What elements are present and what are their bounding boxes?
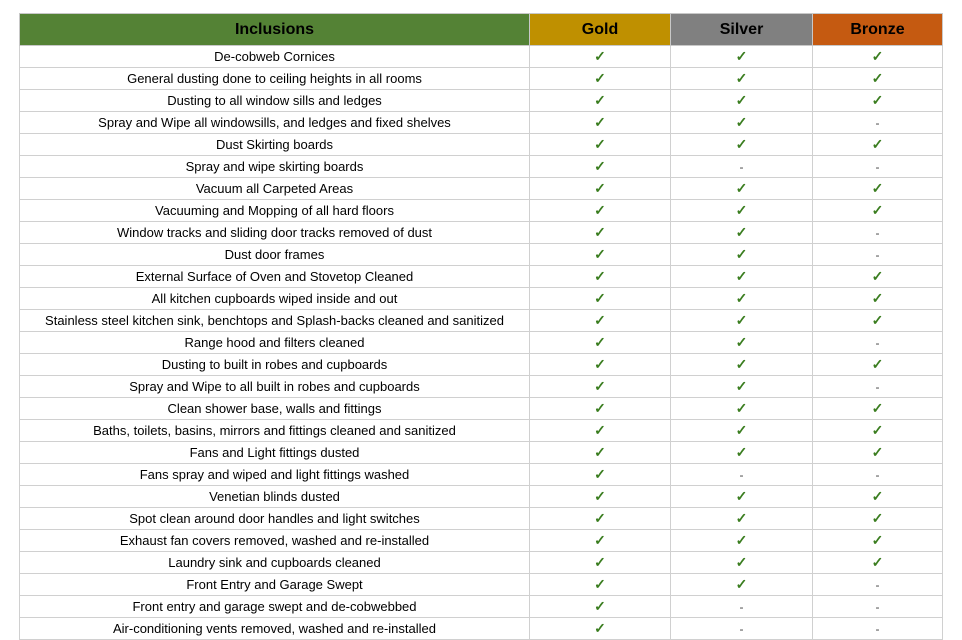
header-bronze: Bronze xyxy=(813,14,943,46)
table-row xyxy=(20,574,943,596)
gold-check-icon: ✓ xyxy=(594,70,606,86)
silver-cell xyxy=(671,332,813,354)
bronze-cell xyxy=(813,222,943,244)
inclusions-table xyxy=(19,13,943,640)
bronze-check-icon: ✓ xyxy=(871,268,884,284)
inclusion-label: Vacuuming and Mopping of all hard floors xyxy=(20,200,530,222)
table-row xyxy=(20,486,943,508)
bronze-check-icon: ✓ xyxy=(871,136,884,152)
inclusion-label: Exhaust fan covers removed, washed and re-installed xyxy=(20,530,530,552)
table-row xyxy=(20,398,943,420)
inclusion-label: Dusting to built in robes and cupboards xyxy=(20,354,530,376)
silver-cell xyxy=(671,178,813,200)
bronze-dash-icon: - xyxy=(875,159,880,174)
bronze-check-icon: ✓ xyxy=(871,444,884,460)
bronze-cell xyxy=(813,354,943,376)
bronze-cell xyxy=(813,288,943,310)
gold-cell xyxy=(530,376,671,398)
gold-check-icon: ✓ xyxy=(594,510,606,526)
bronze-check-icon: ✓ xyxy=(871,488,884,504)
bronze-cell xyxy=(813,486,943,508)
silver-check-icon: ✓ xyxy=(735,290,748,306)
bronze-check-icon: ✓ xyxy=(871,422,884,438)
gold-check-icon: ✓ xyxy=(594,180,606,196)
inclusion-label: Stainless steel kitchen sink, benchtops and Splash-backs cleaned and sanitized xyxy=(20,310,530,332)
gold-check-icon: ✓ xyxy=(594,202,606,218)
gold-cell xyxy=(530,112,671,134)
table-row xyxy=(20,618,943,640)
gold-cell xyxy=(530,530,671,552)
bronze-cell xyxy=(813,596,943,618)
silver-dash-icon: - xyxy=(739,467,744,482)
bronze-cell xyxy=(813,68,943,90)
silver-cell xyxy=(671,134,813,156)
inclusion-label: General dusting done to ceiling heights in all rooms xyxy=(20,68,530,90)
inclusion-label: Range hood and filters cleaned xyxy=(20,332,530,354)
bronze-cell xyxy=(813,574,943,596)
table-row xyxy=(20,552,943,574)
inclusion-label: Window tracks and sliding door tracks removed of dust xyxy=(20,222,530,244)
bronze-check-icon: ✓ xyxy=(871,554,884,570)
inclusion-label: Dust Skirting boards xyxy=(20,134,530,156)
table-row xyxy=(20,244,943,266)
gold-check-icon: ✓ xyxy=(594,158,606,174)
gold-cell xyxy=(530,222,671,244)
silver-cell xyxy=(671,376,813,398)
silver-check-icon: ✓ xyxy=(735,180,748,196)
silver-check-icon: ✓ xyxy=(735,576,748,592)
silver-cell xyxy=(671,574,813,596)
bronze-dash-icon: - xyxy=(875,335,880,350)
bronze-check-icon: ✓ xyxy=(871,202,884,218)
silver-check-icon: ✓ xyxy=(735,400,748,416)
silver-check-icon: ✓ xyxy=(735,114,748,130)
inclusion-label: Fans and Light fittings dusted xyxy=(20,442,530,464)
silver-cell xyxy=(671,46,813,68)
bronze-cell xyxy=(813,376,943,398)
gold-cell xyxy=(530,354,671,376)
table-row xyxy=(20,46,943,68)
gold-check-icon: ✓ xyxy=(594,422,606,438)
silver-check-icon: ✓ xyxy=(735,224,748,240)
gold-check-icon: ✓ xyxy=(594,356,606,372)
inclusion-label: Fans spray and wiped and light fittings washed xyxy=(20,464,530,486)
silver-cell xyxy=(671,398,813,420)
gold-check-icon: ✓ xyxy=(594,246,606,262)
table-row xyxy=(20,266,943,288)
inclusion-label: Vacuum all Carpeted Areas xyxy=(20,178,530,200)
silver-check-icon: ✓ xyxy=(735,378,748,394)
silver-cell xyxy=(671,420,813,442)
table-row xyxy=(20,310,943,332)
gold-cell xyxy=(530,288,671,310)
silver-check-icon: ✓ xyxy=(735,246,748,262)
bronze-cell xyxy=(813,442,943,464)
gold-check-icon: ✓ xyxy=(594,224,606,240)
gold-cell xyxy=(530,420,671,442)
silver-check-icon: ✓ xyxy=(735,202,748,218)
bronze-cell xyxy=(813,46,943,68)
silver-cell xyxy=(671,530,813,552)
header-inclusions: Inclusions xyxy=(20,14,530,46)
bronze-check-icon: ✓ xyxy=(871,312,884,328)
inclusion-label: Dusting to all window sills and ledges xyxy=(20,90,530,112)
silver-cell xyxy=(671,200,813,222)
gold-check-icon: ✓ xyxy=(594,136,606,152)
silver-cell xyxy=(671,618,813,640)
gold-cell xyxy=(530,442,671,464)
bronze-check-icon: ✓ xyxy=(871,48,884,64)
silver-check-icon: ✓ xyxy=(735,510,748,526)
silver-cell xyxy=(671,508,813,530)
gold-cell xyxy=(530,508,671,530)
bronze-cell xyxy=(813,420,943,442)
gold-cell xyxy=(530,332,671,354)
table-row xyxy=(20,90,943,112)
bronze-cell xyxy=(813,552,943,574)
bronze-dash-icon: - xyxy=(875,621,880,636)
bronze-dash-icon: - xyxy=(875,379,880,394)
gold-cell xyxy=(530,618,671,640)
bronze-dash-icon: - xyxy=(875,247,880,262)
table-row xyxy=(20,530,943,552)
silver-check-icon: ✓ xyxy=(735,554,748,570)
gold-check-icon: ✓ xyxy=(594,554,606,570)
bronze-cell xyxy=(813,200,943,222)
gold-check-icon: ✓ xyxy=(594,334,606,350)
header-gold: Gold xyxy=(530,14,671,46)
bronze-cell xyxy=(813,464,943,486)
bronze-cell xyxy=(813,244,943,266)
inclusion-label: Spray and Wipe to all built in robes and cupboards xyxy=(20,376,530,398)
gold-check-icon: ✓ xyxy=(594,576,606,592)
silver-cell xyxy=(671,442,813,464)
silver-check-icon: ✓ xyxy=(735,92,748,108)
silver-check-icon: ✓ xyxy=(735,312,748,328)
inclusion-label: Baths, toilets, basins, mirrors and fittings cleaned and sanitized xyxy=(20,420,530,442)
silver-check-icon: ✓ xyxy=(735,70,748,86)
gold-cell xyxy=(530,134,671,156)
gold-cell xyxy=(530,46,671,68)
inclusion-label: Clean shower base, walls and fittings xyxy=(20,398,530,420)
gold-cell xyxy=(530,90,671,112)
gold-cell xyxy=(530,68,671,90)
silver-check-icon: ✓ xyxy=(735,422,748,438)
table-row xyxy=(20,156,943,178)
table-row xyxy=(20,68,943,90)
bronze-cell xyxy=(813,332,943,354)
gold-cell xyxy=(530,552,671,574)
silver-cell xyxy=(671,266,813,288)
bronze-cell xyxy=(813,178,943,200)
silver-check-icon: ✓ xyxy=(735,488,748,504)
silver-cell xyxy=(671,68,813,90)
table-row xyxy=(20,376,943,398)
gold-cell xyxy=(530,266,671,288)
bronze-cell xyxy=(813,266,943,288)
bronze-cell xyxy=(813,90,943,112)
silver-cell xyxy=(671,244,813,266)
gold-check-icon: ✓ xyxy=(594,378,606,394)
header-silver: Silver xyxy=(671,14,813,46)
gold-cell xyxy=(530,156,671,178)
gold-check-icon: ✓ xyxy=(594,466,606,482)
silver-cell xyxy=(671,464,813,486)
gold-cell xyxy=(530,310,671,332)
table-row xyxy=(20,420,943,442)
silver-check-icon: ✓ xyxy=(735,356,748,372)
inclusion-label: Air-conditioning vents removed, washed and re-installed xyxy=(20,618,530,640)
silver-check-icon: ✓ xyxy=(735,334,748,350)
gold-check-icon: ✓ xyxy=(594,92,606,108)
gold-cell xyxy=(530,574,671,596)
bronze-check-icon: ✓ xyxy=(871,180,884,196)
table-row xyxy=(20,222,943,244)
inclusion-label: Spray and wipe skirting boards xyxy=(20,156,530,178)
gold-cell xyxy=(530,200,671,222)
inclusion-label: Laundry sink and cupboards cleaned xyxy=(20,552,530,574)
inclusion-label: Front Entry and Garage Swept xyxy=(20,574,530,596)
bronze-dash-icon: - xyxy=(875,225,880,240)
silver-cell xyxy=(671,156,813,178)
bronze-cell xyxy=(813,310,943,332)
silver-cell xyxy=(671,90,813,112)
bronze-cell xyxy=(813,156,943,178)
gold-check-icon: ✓ xyxy=(594,114,606,130)
bronze-cell xyxy=(813,134,943,156)
bronze-check-icon: ✓ xyxy=(871,400,884,416)
inclusion-label: Venetian blinds dusted xyxy=(20,486,530,508)
header-row xyxy=(20,14,943,46)
inclusion-label: Front entry and garage swept and de-cobwebbed xyxy=(20,596,530,618)
silver-cell xyxy=(671,552,813,574)
inclusion-label: Spray and Wipe all windowsills, and ledges and fixed shelves xyxy=(20,112,530,134)
inclusion-label: De-cobweb Cornices xyxy=(20,46,530,68)
inclusion-label: Dust door frames xyxy=(20,244,530,266)
bronze-cell xyxy=(813,508,943,530)
table-row xyxy=(20,596,943,618)
bronze-dash-icon: - xyxy=(875,577,880,592)
bronze-cell xyxy=(813,112,943,134)
bronze-check-icon: ✓ xyxy=(871,70,884,86)
gold-check-icon: ✓ xyxy=(594,488,606,504)
bronze-dash-icon: - xyxy=(875,115,880,130)
gold-check-icon: ✓ xyxy=(594,532,606,548)
table-row xyxy=(20,178,943,200)
table-row xyxy=(20,112,943,134)
gold-check-icon: ✓ xyxy=(594,48,606,64)
silver-check-icon: ✓ xyxy=(735,268,748,284)
bronze-dash-icon: - xyxy=(875,599,880,614)
gold-check-icon: ✓ xyxy=(594,268,606,284)
table-row xyxy=(20,332,943,354)
gold-check-icon: ✓ xyxy=(594,290,606,306)
silver-cell xyxy=(671,486,813,508)
gold-cell xyxy=(530,178,671,200)
inclusion-label: All kitchen cupboards wiped inside and out xyxy=(20,288,530,310)
table-row xyxy=(20,200,943,222)
silver-cell xyxy=(671,354,813,376)
bronze-check-icon: ✓ xyxy=(871,356,884,372)
silver-dash-icon: - xyxy=(739,599,744,614)
table-row xyxy=(20,354,943,376)
gold-cell xyxy=(530,486,671,508)
silver-check-icon: ✓ xyxy=(735,444,748,460)
bronze-check-icon: ✓ xyxy=(871,92,884,108)
bronze-check-icon: ✓ xyxy=(871,532,884,548)
bronze-check-icon: ✓ xyxy=(871,510,884,526)
gold-cell xyxy=(530,464,671,486)
gold-cell xyxy=(530,398,671,420)
gold-check-icon: ✓ xyxy=(594,598,606,614)
silver-dash-icon: - xyxy=(739,621,744,636)
gold-check-icon: ✓ xyxy=(594,620,606,636)
silver-cell xyxy=(671,112,813,134)
table-body xyxy=(20,46,943,640)
silver-dash-icon: - xyxy=(739,159,744,174)
silver-check-icon: ✓ xyxy=(735,48,748,64)
silver-cell xyxy=(671,222,813,244)
gold-check-icon: ✓ xyxy=(594,444,606,460)
gold-check-icon: ✓ xyxy=(594,400,606,416)
inclusion-label: External Surface of Oven and Stovetop Cleaned xyxy=(20,266,530,288)
table-row xyxy=(20,134,943,156)
silver-cell xyxy=(671,310,813,332)
gold-cell xyxy=(530,244,671,266)
table-row xyxy=(20,442,943,464)
silver-check-icon: ✓ xyxy=(735,532,748,548)
inclusion-label: Spot clean around door handles and light switches xyxy=(20,508,530,530)
bronze-check-icon: ✓ xyxy=(871,290,884,306)
bronze-cell xyxy=(813,398,943,420)
bronze-cell xyxy=(813,530,943,552)
silver-cell xyxy=(671,596,813,618)
silver-cell xyxy=(671,288,813,310)
gold-check-icon: ✓ xyxy=(594,312,606,328)
table-row xyxy=(20,288,943,310)
bronze-cell xyxy=(813,618,943,640)
bronze-dash-icon: - xyxy=(875,467,880,482)
table-row xyxy=(20,464,943,486)
table-row xyxy=(20,508,943,530)
inclusions-table-wrapper xyxy=(19,13,943,640)
gold-cell xyxy=(530,596,671,618)
silver-check-icon: ✓ xyxy=(735,136,748,152)
